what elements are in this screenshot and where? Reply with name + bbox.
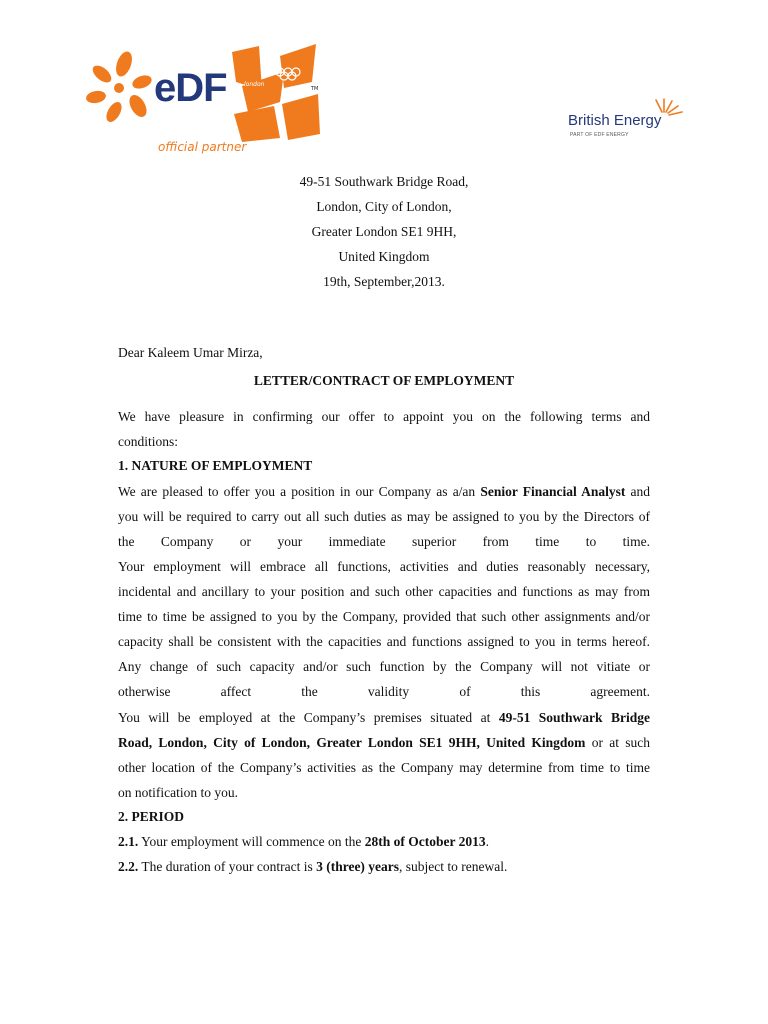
british-energy-subline: PART OF EDF ENERGY xyxy=(570,132,629,138)
official-partner-tagline: official partner xyxy=(158,140,247,154)
premises-address-part-2: Road, London, City of London, Greater London SE1 9HH, United Kingdom xyxy=(118,735,586,750)
trademark-mark: TM xyxy=(311,86,319,92)
section-1-line-11: Road, London, City of London, Greater London SE1 9HH, United Kingdom or at such xyxy=(118,735,651,750)
london-mark: london xyxy=(244,81,265,88)
section-1-line-8: Any change of such capacity and/or such function by the Company will not vitiate or xyxy=(118,659,650,674)
section-1-line-4: Your employment will embrace all functions, activities and duties reasonably necessary, xyxy=(118,559,650,574)
section-1-line-13: on notification to you. xyxy=(118,785,238,800)
contract-duration: 3 (three) years xyxy=(316,859,400,874)
intro-line-1: We have pleasure in confirming our offer to appoint you on the following terms and xyxy=(118,409,650,424)
section-2-heading: 2. PERIOD xyxy=(118,809,185,824)
clause-2-1: 2.1. Your employment will commence on the 28th of October 2013. xyxy=(118,834,489,849)
clause-2-2: 2.2. The duration of your contract is 3 (three) years, subject to renewal. xyxy=(118,859,508,874)
section-1-line-2: you will be required to carry out all such duties as may be assigned to you by the Directors of xyxy=(118,509,650,524)
address-line-3: Greater London SE1 9HH, xyxy=(311,224,457,239)
letter-title: LETTER/CONTRACT OF EMPLOYMENT xyxy=(253,373,515,388)
section-1-line-9: otherwise affect the validity of this agreement. xyxy=(118,684,650,699)
section-1-heading: 1. NATURE OF EMPLOYMENT xyxy=(118,458,313,473)
section-1-line-1: We are pleased to offer you a position in our Company as a/an Senior Financial Analyst and xyxy=(118,484,650,499)
section-1-line-7: capacity shall be consistent with the capacities and functions assigned to you in terms hereof. xyxy=(118,634,650,649)
section-1-line-6: time to time be assigned to you by the Company, provided that such other assignments and/or xyxy=(118,609,650,624)
position-title: Senior Financial Analyst xyxy=(480,484,626,499)
intro-line-2: conditions: xyxy=(118,434,178,449)
section-1-line-10: You will be employed at the Company’s premises situated at 49-51 Southwark Bridge xyxy=(118,710,650,725)
salutation: Dear Kaleem Umar Mirza, xyxy=(118,345,263,360)
premises-address-part-1: 49-51 Southwark Bridge xyxy=(498,710,650,725)
section-1-line-5: incidental and ancillary to your position and such other capacities and functions as may from xyxy=(118,584,650,599)
letter-date: 19th, September,2013. xyxy=(323,274,445,289)
address-line-4: United Kingdom xyxy=(338,249,430,264)
british-energy-wordmark: British Energy xyxy=(568,112,662,129)
address-line-2: London, City of London, xyxy=(316,199,452,214)
section-1-line-3: the Company or your immediate superior from time to time. xyxy=(118,534,650,549)
address-line-1: 49-51 Southwark Bridge Road, xyxy=(299,174,469,189)
edf-wordmark: eDF xyxy=(154,66,227,110)
start-date: 28th of October 2013 xyxy=(364,834,486,849)
section-1-line-12: other location of the Company’s activities as the Company may determine from time to time xyxy=(118,760,650,775)
